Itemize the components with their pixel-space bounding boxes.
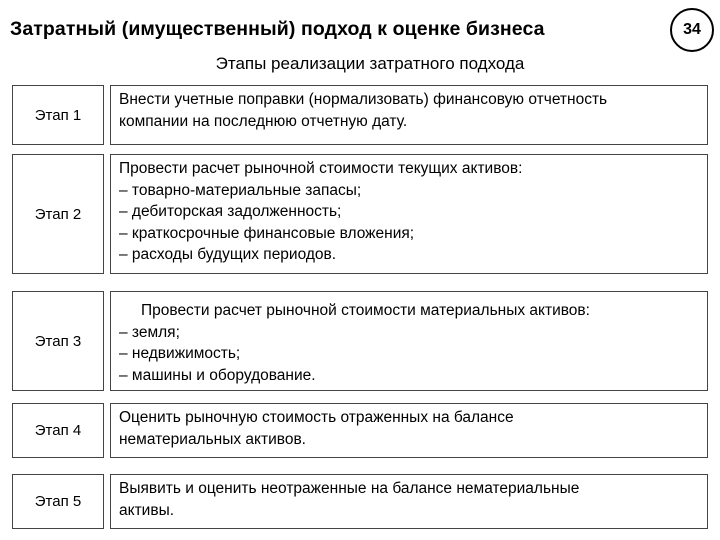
stage-3-line-3: – недвижимость; [119, 345, 241, 362]
stage-5-line-1: Выявить и оценить неотраженные на балансе нематериальные [119, 480, 580, 497]
stage-3-line-4: – машины и оборудование. [119, 366, 316, 384]
stage-4-line-2: нематериальных активов. [119, 430, 306, 448]
stage-5-description [110, 474, 708, 529]
stage-4-line-1: Оценить рыночную стоимость отраженных на балансе [119, 409, 514, 426]
stage-1-line-1: Внести учетные поправки (нормализовать) финансовую отчетность [119, 91, 608, 108]
stage-3-line-2: – земля; [119, 323, 180, 341]
stage-1-description [110, 85, 708, 145]
stage-2-line-2: – товарно-материальные запасы; [119, 181, 362, 199]
page-number-badge: 34 [670, 8, 714, 52]
stage-2-line-5: – расходы будущих периодов. [119, 246, 337, 263]
stage-2-line-4: – краткосрочные финансовые вложения; [119, 224, 415, 242]
stage-5-label: Этап 5 [12, 474, 104, 529]
stage-2-line-1: Провести расчет рыночной стоимости текущих активов: [119, 160, 523, 177]
stage-4-label: Этап 4 [12, 403, 104, 458]
stage-1-line-2: компании на последнюю отчетную дату. [119, 112, 408, 130]
stage-4-description [110, 403, 708, 458]
stage-1-label: Этап 1 [12, 85, 104, 145]
stage-2-line-3: – дебиторская задолженность; [119, 203, 342, 220]
page-subtitle: Этапы реализации затратного подхода [215, 54, 525, 73]
stage-5-line-2: активы. [119, 501, 175, 519]
stage-2-label: Этап 2 [12, 154, 104, 274]
stage-3-description [110, 291, 708, 391]
stage-2-description [110, 154, 708, 274]
stage-3-line-1: Провести расчет рыночной стоимости материальных активов: [141, 302, 590, 319]
stage-3-label: Этап 3 [12, 291, 104, 391]
page-title: Затратный (имущественный) подход к оценке бизнеса [10, 18, 545, 40]
